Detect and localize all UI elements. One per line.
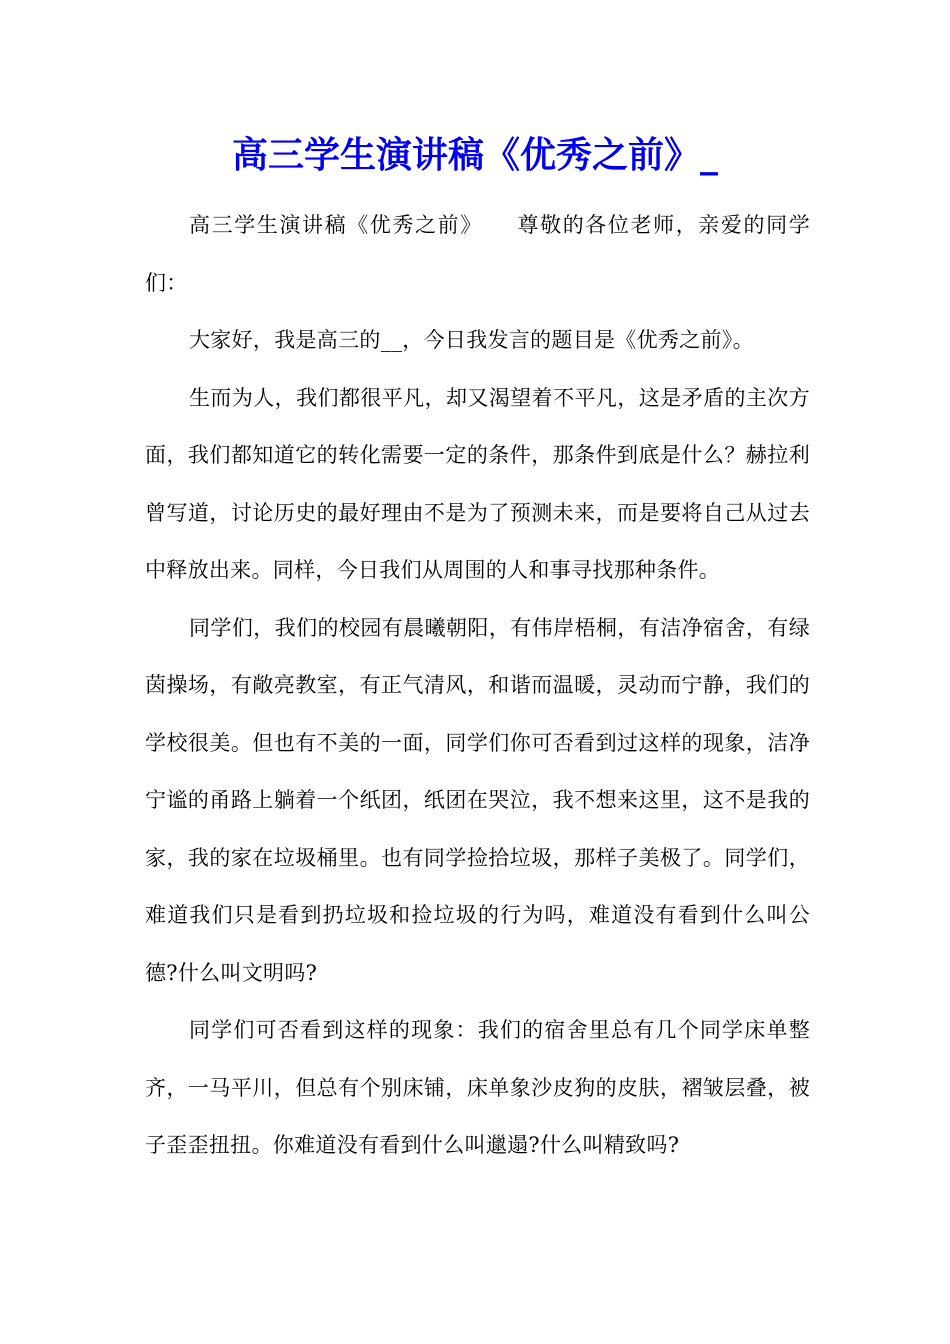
document-body [145, 197, 810, 1175]
paragraph-salutation: 高三学生演讲稿《优秀之前》 尊敬的各位老师，亲爱的同学们： [145, 213, 810, 295]
paragraph-campus: 同学们，我们的校园有晨曦朝阳，有伟岸梧桐，有洁净宿舍，有绿茵操场，有敞亮教室，有正气清风，和谐而温暖，灵动而宁静，我们的学校很美。但也有不美的一面，同学们你可否看到过这样的现象，洁净宁谧的甬路上躺着一个纸团，纸团在哭泣，我不想来这里，这不是我的家，我的家在垃圾桶里。也有同学捡拾垃圾，那样子美极了。同学们，难道我们只是看到扔垃圾和捡垃圾的行为吗，难道没有看到什么叫公德?什么叫文明吗? [145, 615, 810, 985]
paragraph-greeting: 大家好，我是高三的__，今日我发言的题目是《优秀之前》。 [189, 328, 754, 352]
document-title: 高三学生演讲稿《优秀之前》_ [231, 134, 718, 176]
paragraph-dormitory: 同学们可否看到这样的现象：我们的宿舍里总有几个同学床单整齐，一马平川，但总有个别床铺，床单象沙皮狗的皮肤，褶皱层叠，被子歪歪扭扭。你难道没有看到什么叫邋遢?什么叫精致吗? [145, 1018, 810, 1157]
paragraph-ordinary-life: 生而为人，我们都很平凡，却又渴望着不平凡，这是矛盾的主次方面，我们都知道它的转化需要一定的条件，那条件到底是什么？赫拉利曾写道，讨论历史的最好理由不是为了预测未来，而是要将自己从过去中释放出来。同样，今日我们从周围的人和事寻找那种条件。 [145, 385, 810, 582]
